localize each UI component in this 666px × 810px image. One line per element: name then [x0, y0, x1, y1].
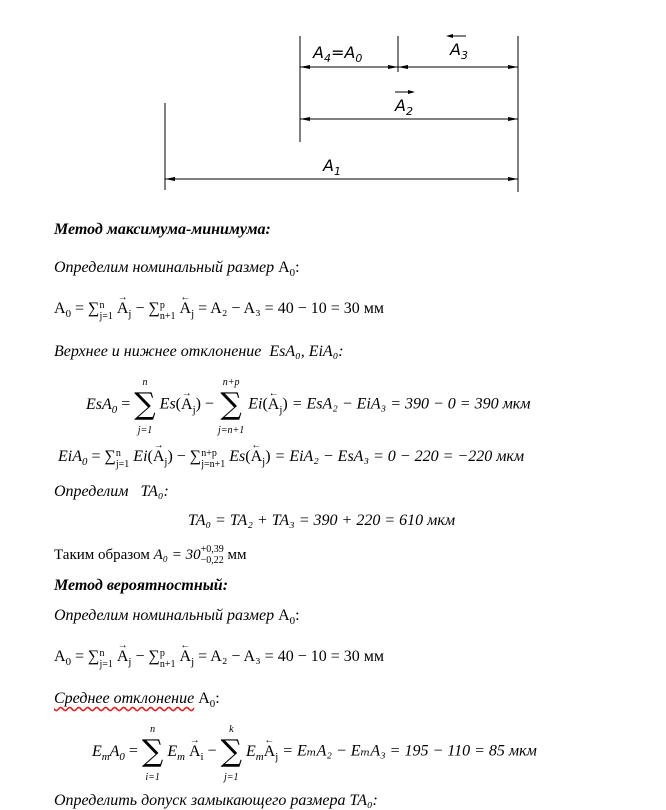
tolerance-closing-intro: Определить допуск замыкающего размера TA₀: [54, 792, 378, 809]
tolerance-formula: TA₀ = TA₂ + TA₃ = 390 + 220 = 610 мкм [188, 512, 456, 529]
mean-deviation-formula: $E_mA_0 = n$ ∑ i=1 $E_m$ A → $_i$ − k ∑ j=1 $E_mA$ ← $_j$ = EₘA₂ − EₘA₃ = 195 − 110 = 85 мкм [92, 724, 537, 783]
tolerance-intro: Определим TA₀: [54, 483, 169, 500]
svg-text:A1: $A_1$ [323, 156, 341, 178]
a4-label: A [313, 43, 324, 62]
a2-label: A [395, 96, 406, 115]
svg-text:A2: $A_2$ [395, 96, 413, 118]
svg-text:A4=A0: $A_4=A_0$ [313, 43, 363, 65]
nominal-formula-2: $A_0 = \sum n$ j=1 A → $_j$ − ∑p n+1 A ← $_j$ = A₂ − A₃ = 40 − 10 = 30 мм [54, 640, 384, 670]
a1-label: A [323, 156, 334, 175]
svg-text:A3: $A_3$ [450, 40, 468, 62]
mean-deviation-intro: Среднее отклонение $A_0$: [54, 690, 220, 711]
es-formula: EsA$_0$ = n ∑ j=1 Es(A → $_j$) − n+p ∑ j=n+1 Ei(A ← $_j$) = EsA₂ − EiA₃ = 390 − 0 = 390 мкм [86, 377, 531, 436]
ei-formula: EiA$_0$ = ∑n j=1 Ei(A → $_j$) − ∑n+p j=n+1 Es(A ← $_j$) = EiA₂ − EsA₃ = 0 − 220 = −220 мкм [58, 440, 525, 470]
dimension-chain-diagram [0, 0, 666, 200]
result-line: Таким образом A₀ = 30+0,39 −0,22 мм [54, 544, 247, 566]
a3-label: A [450, 40, 461, 59]
method-probabilistic-heading: Метод вероятностный: [54, 577, 229, 594]
nominal-formula-1: $A_0 = \sum n$ j=1 A → $_j$ − ∑p n+1 A ← $_j$ = A₂ − A₃ = 40 − 10 = 30 мм [54, 292, 384, 322]
deviation-intro: Верхнее и нижнее отклонение EsA₀, EiA₀: [54, 343, 344, 360]
nominal-size-intro-1: Определим номинальный размер $A_0$: [54, 259, 300, 280]
method-maxmin-heading: Метод максимума-минимума: [54, 221, 271, 238]
nominal-size-intro-2: Определим номинальный размер $A_0$: [54, 607, 300, 628]
